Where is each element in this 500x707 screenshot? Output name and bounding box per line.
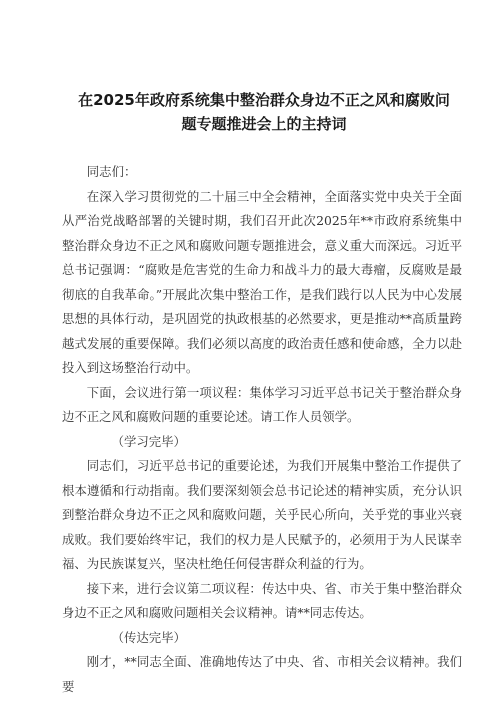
paragraph-1: 在深入学习贯彻党的二十届三中全会精神，全面落实党中央关于全面从严治党战略部署的关键时期，我们召开此次2025年**市政府系统集中整治群众身边不正之风和腐败问题专题推进会，意义重大而深远。习近平总书记强调：“腐败是危害党的生命力和战斗力的最大毒瘤，反腐败是最彻底的自我革命。”开展此次集中整治工作，是我们践行以人民为中心发展思想的具体行动，是巩固党的执政根基的必然要求，更是推动**高质量跨越式发展的重要保障。我们必须以高度的政治责任感和使命感，全力以赴投入到这场整治行动中。 (62, 188, 462, 375)
relay-note: （传达完毕） (111, 629, 186, 645)
document-title: 在2025年政府系统集中整治群众身边不正之风和腐败问题专题推进会上的主持词 (78, 91, 450, 133)
paragraph-3: 同志们，习近平总书记的重要论述，为我们开展集中整治工作提供了根本遵循和行动指南。我们要深刻领会总书记论述的精神实质，充分认识到整治群众身边不正之风和腐败问题，关乎民心所向，关乎党的事业兴衰成败。我们要始终牢记，我们的权力是人民赋予的，必须用于为人民谋幸福、为民族谋复兴，坚决杜绝任何侵害群众利益的行为。 (62, 458, 462, 571)
study-note: （学习完毕） (111, 433, 186, 449)
salutation: 同志们： (86, 164, 137, 179)
document-body (62, 160, 462, 699)
paragraph-4: 接下来，进行会议第二项议程：传达中央、省、市关于集中整治群众身边不正之风和腐败问题相关会议精神。请**同志传达。 (62, 580, 462, 620)
paragraph-5: 刚才，**同志全面、准确地传达了中央、省、市相关会议精神。我们要 (62, 654, 462, 694)
paragraph-2: 下面，会议进行第一项议程：集体学习习近平总书记关于整治群众身边不正之风和腐败问题的重要论述。请工作人员领学。 (62, 384, 462, 424)
